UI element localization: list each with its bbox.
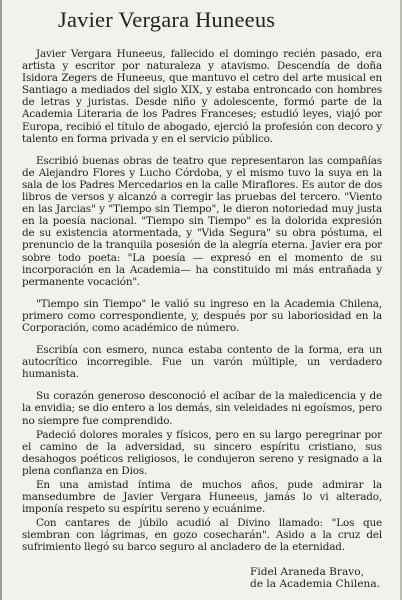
paragraph-works: Escribió buenas obras de teatro que representaron las compañías de Alejandro Flores y Lucho Córdoba, y el mismo tuvo la suya en la sala de los Padres Mercedarios en la calle Miraflores. Es autor de dos libros de versos y alcanzó a corregir las pruebas del tercero. "Viento en las Jarcias" y "Tiempo sin Tiempo", le dieron notoriedad muy justa en la poesía nacional. "Tiempo sin Tiempo" es la dolorida expresión de su existencia atormentada, y "Vida Segura" su obra póstuma, el prenuncio de la tranquila posesión de la alegría eterna. Javier era por sobre todo poeta: "La poesía — expresó en el momento de su incorporación en la Academia— ha constituido mi más entrañada y permanente vocación".: [22, 154, 382, 288]
author-signature: [250, 566, 382, 591]
paragraph-biography: Javier Vergara Huneeus, fallecido el domingo recién pasado, era artista y escritor por naturaleza y atavismo. Descendía de doña Isidora Zegers de Huneeus, que mantuvo el cetro del arte musical en Santiago a mediados del siglo XIX, y estaba entroncado con hombres de letras y juristas. Desde niño y adolescente, formó parte de la Academia Literaria de los Padres Franceses; estudió leyes, viajó por Europa, recibió el título de abogado, ejerció la profesión con decoro y talento en forma privada y en el servicio público.: [22, 48, 382, 145]
paragraph-suffering: Padeció dolores morales y físicos, pero en su largo peregrinar por el camino de la adversidad, su sincero espíritu cristiano, sus desahogos poéticos religiosos, le condujeron sereno y resignado a la plena confianza en Dios.: [22, 428, 382, 477]
article-body: [22, 48, 382, 554]
page-edge-left: [0, 0, 2, 600]
paragraph-heart: Su corazón generoso desconoció el acíbar de la maledicencia y de la envidia; se dio entero a los demás, sin veleidades ni egoísmos, pero no siempre fue comprendido.: [22, 390, 382, 427]
author-name: Fidel Araneda Bravo,: [250, 565, 365, 578]
paragraph-character: Escribía con esmero, nunca estaba contento de la forma, era un autocrítico incorregible. Fue un varón múltiple, un verdadero humanista.: [22, 344, 382, 381]
author-affiliation: de la Academia Chilena.: [250, 577, 381, 590]
paragraph-academy: "Tiempo sin Tiempo" le valió su ingreso en la Academia Chilena, primero como correspondiente, y, después por su laboriosidad en la Corporación, como académico de número.: [22, 297, 382, 334]
paragraph-friendship: En una amistad íntima de muchos años, pude admirar la mansedumbre de Javier Vergara Huneeus, jamás lo vi alterado, imponía respeto su espíritu sereno y ecuánime.: [22, 479, 382, 516]
article-title: Javier Vergara Huneeus: [58, 7, 276, 32]
paragraph-closing: Con cantares de júbilo acudió al Divino llamado: "Los que siembran con lágrimas, en gozo cosecharán". Asido a la cruz del sufrimiento llegó su barco seguro al ancladero de la eternidad.: [22, 517, 382, 554]
